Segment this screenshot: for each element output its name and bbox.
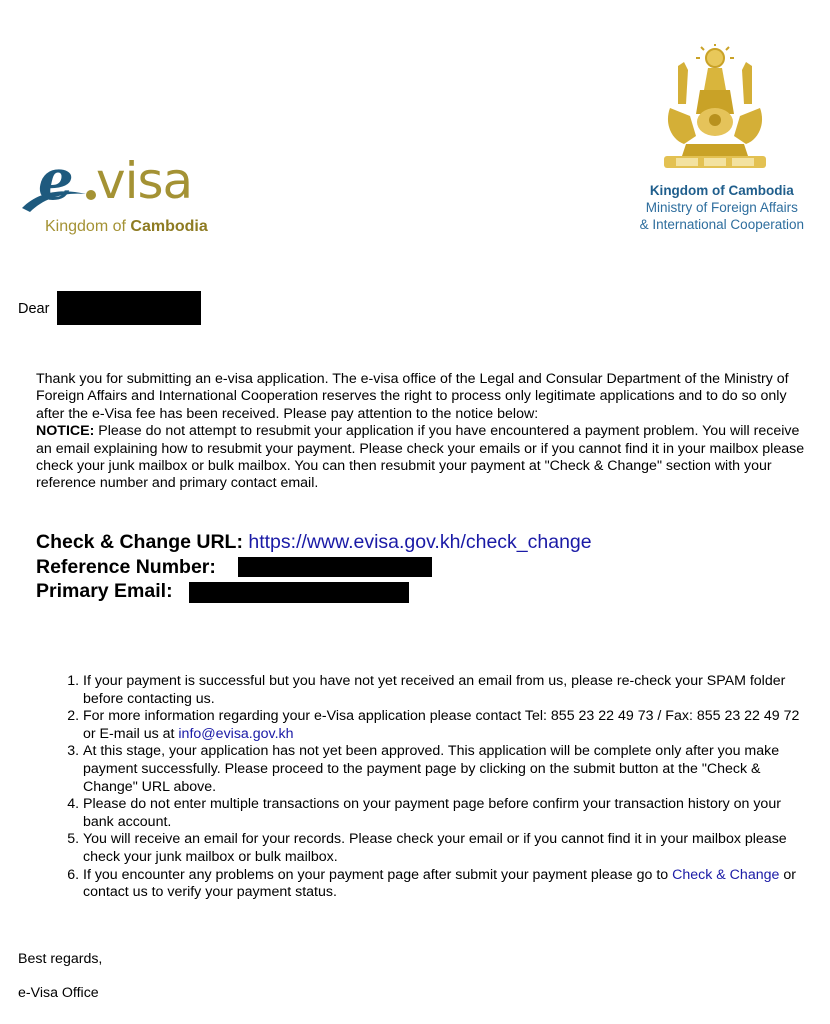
kingdom-name: Kingdom of Cambodia [649,183,794,198]
evisa-logo-e: e [38,147,74,213]
evisa-logo-visa: visa [96,152,193,210]
intro-paragraph [36,371,806,493]
tagline-prefix: Kingdom of [45,218,131,235]
intro-text: Thank you for submitting an e-visa application. The e-visa office of the Legal and Consular Department of the Ministry of Foreign Affairs and International Cooperation reserves the right to process only legitimate applications and to do so only after the e-Visa fee has been received. Please pay attention to the notice below: [36,371,789,422]
primary-email-label: Primary Email: [36,580,173,602]
greeting: Dear [18,301,50,317]
evisa-logo-mark [20,147,230,216]
notice-label: NOTICE: [36,423,95,440]
evisa-logo-tagline [45,218,208,236]
royal-crest-icon [656,44,774,176]
check-change-link[interactable]: Check & Change [672,866,780,883]
list-item: 5. You will receive an email for your records. Please check your email or if you cannot find it in your mailbox please check your junk mailbox or bulk mailbox. [83,831,806,866]
redacted-primary-email [189,582,409,603]
notice-text: Please do not attempt to resubmit your application if you have encountered a payment problem. You will receive an email explaining how to resubmit your payment. Please check your emails or if you cannot find it in your mailbox please check your junk mailbox or bulk mailbox. You can then resubmit your payment at "Check & Change" section with your reference number and primary contact email. [36,423,805,492]
instructions-list [36,673,806,902]
list-item: 1. If your payment is successful but you have not yet received an email from us, please re-check your SPAM folder before contacting us. [83,673,806,708]
check-change-url-link[interactable]: https://www.evisa.gov.kh/check_change [248,531,592,553]
reference-number-label: Reference Number: [36,555,216,578]
ministry-name-line2: & International Cooperation [639,217,804,232]
list-item [83,708,806,743]
problem-text-suffix: or contact us to verify your payment status. [83,866,796,901]
evisa-logo-dot [86,190,96,200]
tagline-country: Cambodia [130,218,208,235]
evisa-logo [20,147,230,236]
redacted-recipient-name [57,291,201,325]
check-change-url-row [36,530,592,555]
list-item: 3. At this stage, your application has not yet been approved. This application will be complete only after you make payment successfully. Please proceed to the payment page by clicking on the submit button at the "Check & Change" URL above. [83,743,806,796]
check-change-url-label: Check & Change URL: [36,531,243,553]
contact-text: For more information regarding your e-Visa application please contact Tel: 855 23 22 49 73 / Fax: 855 23 22 49 72 or E-mail us at [83,708,800,742]
closing-text: Best regards, [18,951,103,967]
contact-email-link[interactable]: info@evisa.gov.kh [178,725,294,742]
ministry-header [640,182,804,233]
redacted-reference-number [238,557,432,577]
problem-text: If you encounter any problems on your payment page after submit your payment please go to [83,866,673,883]
ministry-name-line1: Ministry of Foreign Affairs [645,200,798,215]
list-item: 4. Please do not enter multiple transactions on your payment page before confirm your transaction history on your bank account. [83,796,806,831]
signature: e-Visa Office [18,985,99,1001]
list-item [83,867,806,902]
notice-paragraph [36,423,806,493]
